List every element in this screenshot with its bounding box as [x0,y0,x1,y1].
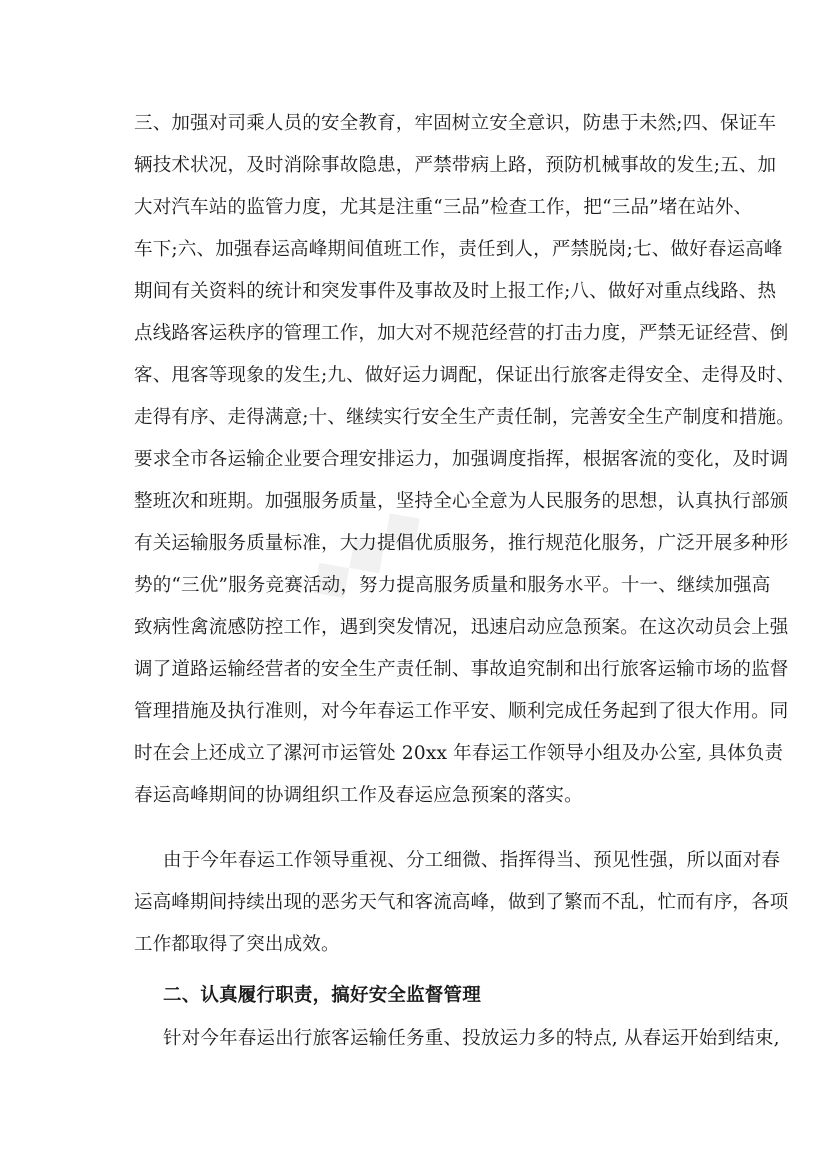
section-heading: 二、认真履行职责，搞好安全监督管理 [163,985,481,1006]
text-line: 致病性禽流感防控工作，遇到突发情况，迅速启动应急预案。在这次动员会上强 [134,617,789,638]
text-line: 调了道路运输经营者的安全生产责任制、事故追究制和出行旅客运输市场的监督 [134,659,789,680]
text-line: 工作都取得了突出成效。 [134,934,340,955]
paragraph-start: 由于今年春运工作领导重视、分工细微、指挥得当、预见性强，所以面对春 [163,850,781,871]
text-line: 走得有序、走得满意;十、继续实行安全生产责任制，完善安全生产制度和措施。 [134,407,795,428]
watermark: ◆◆◆ [293,488,437,617]
text-line: 时在会上还成立了漯河市运管处 20xx 年春运工作领导小组及办公室, 具体负责 [134,743,784,764]
text-line: 春运高峰期间的协调组织工作及春运应急预案的落实。 [134,785,583,806]
text-line: 点线路客运秩序的管理工作，加大对不规范经营的打击力度，严禁无证经营、倒 [134,323,789,344]
text-line: 期间有关资料的统计和突发事件及事故及时上报工作;八、做好对重点线路、热 [134,281,777,302]
text-line: 大对汽车站的监管力度，尤其是注重“三品”检查工作，把“三品”堵在站外、 [134,197,753,218]
text-line: 要求全市各运输企业要合理安排运力，加强调度指挥，根据客流的变化，及时调 [134,449,789,470]
text-line: 管理措施及执行准则，对今年春运工作平安、顺利完成任务起到了很大作用。同 [134,701,789,722]
text-line: 有关运输服务质量标准，大力提倡优质服务，推行规范化服务，广泛开展多种形 [134,533,789,554]
text-line: 势的“三优”服务竞赛活动，努力提高服务质量和服务水平。十一、继续加强高 [134,575,771,596]
text-line: 车下;六、加强春运高峰期间值班工作，责任到人，严禁脱岗;七、做好春运高峰 [134,239,783,260]
text-line: 客、甩客等现象的发生;九、做好运力调配，保证出行旅客走得安全、走得及时、 [134,365,795,386]
text-line: 运高峰期间持续出现的恶劣天气和客流高峰，做到了繁而不乱，忙而有序，各项 [134,892,789,913]
text-line: 辆技术状况，及时消除事故隐患，严禁带病上路，预防机械事故的发生;五、加 [134,155,777,176]
paragraph-start: 针对今年春运出行旅客运输任务重、投放运力多的特点, 从春运开始到结束, [163,1028,780,1049]
text-line: 整班次和班期。加强服务质量，坚持全心全意为人民服务的思想，认真执行部颁 [134,491,789,512]
text-line: 三、加强对司乘人员的安全教育，牢固树立安全意识，防患于未然;四、保证车 [134,113,777,134]
